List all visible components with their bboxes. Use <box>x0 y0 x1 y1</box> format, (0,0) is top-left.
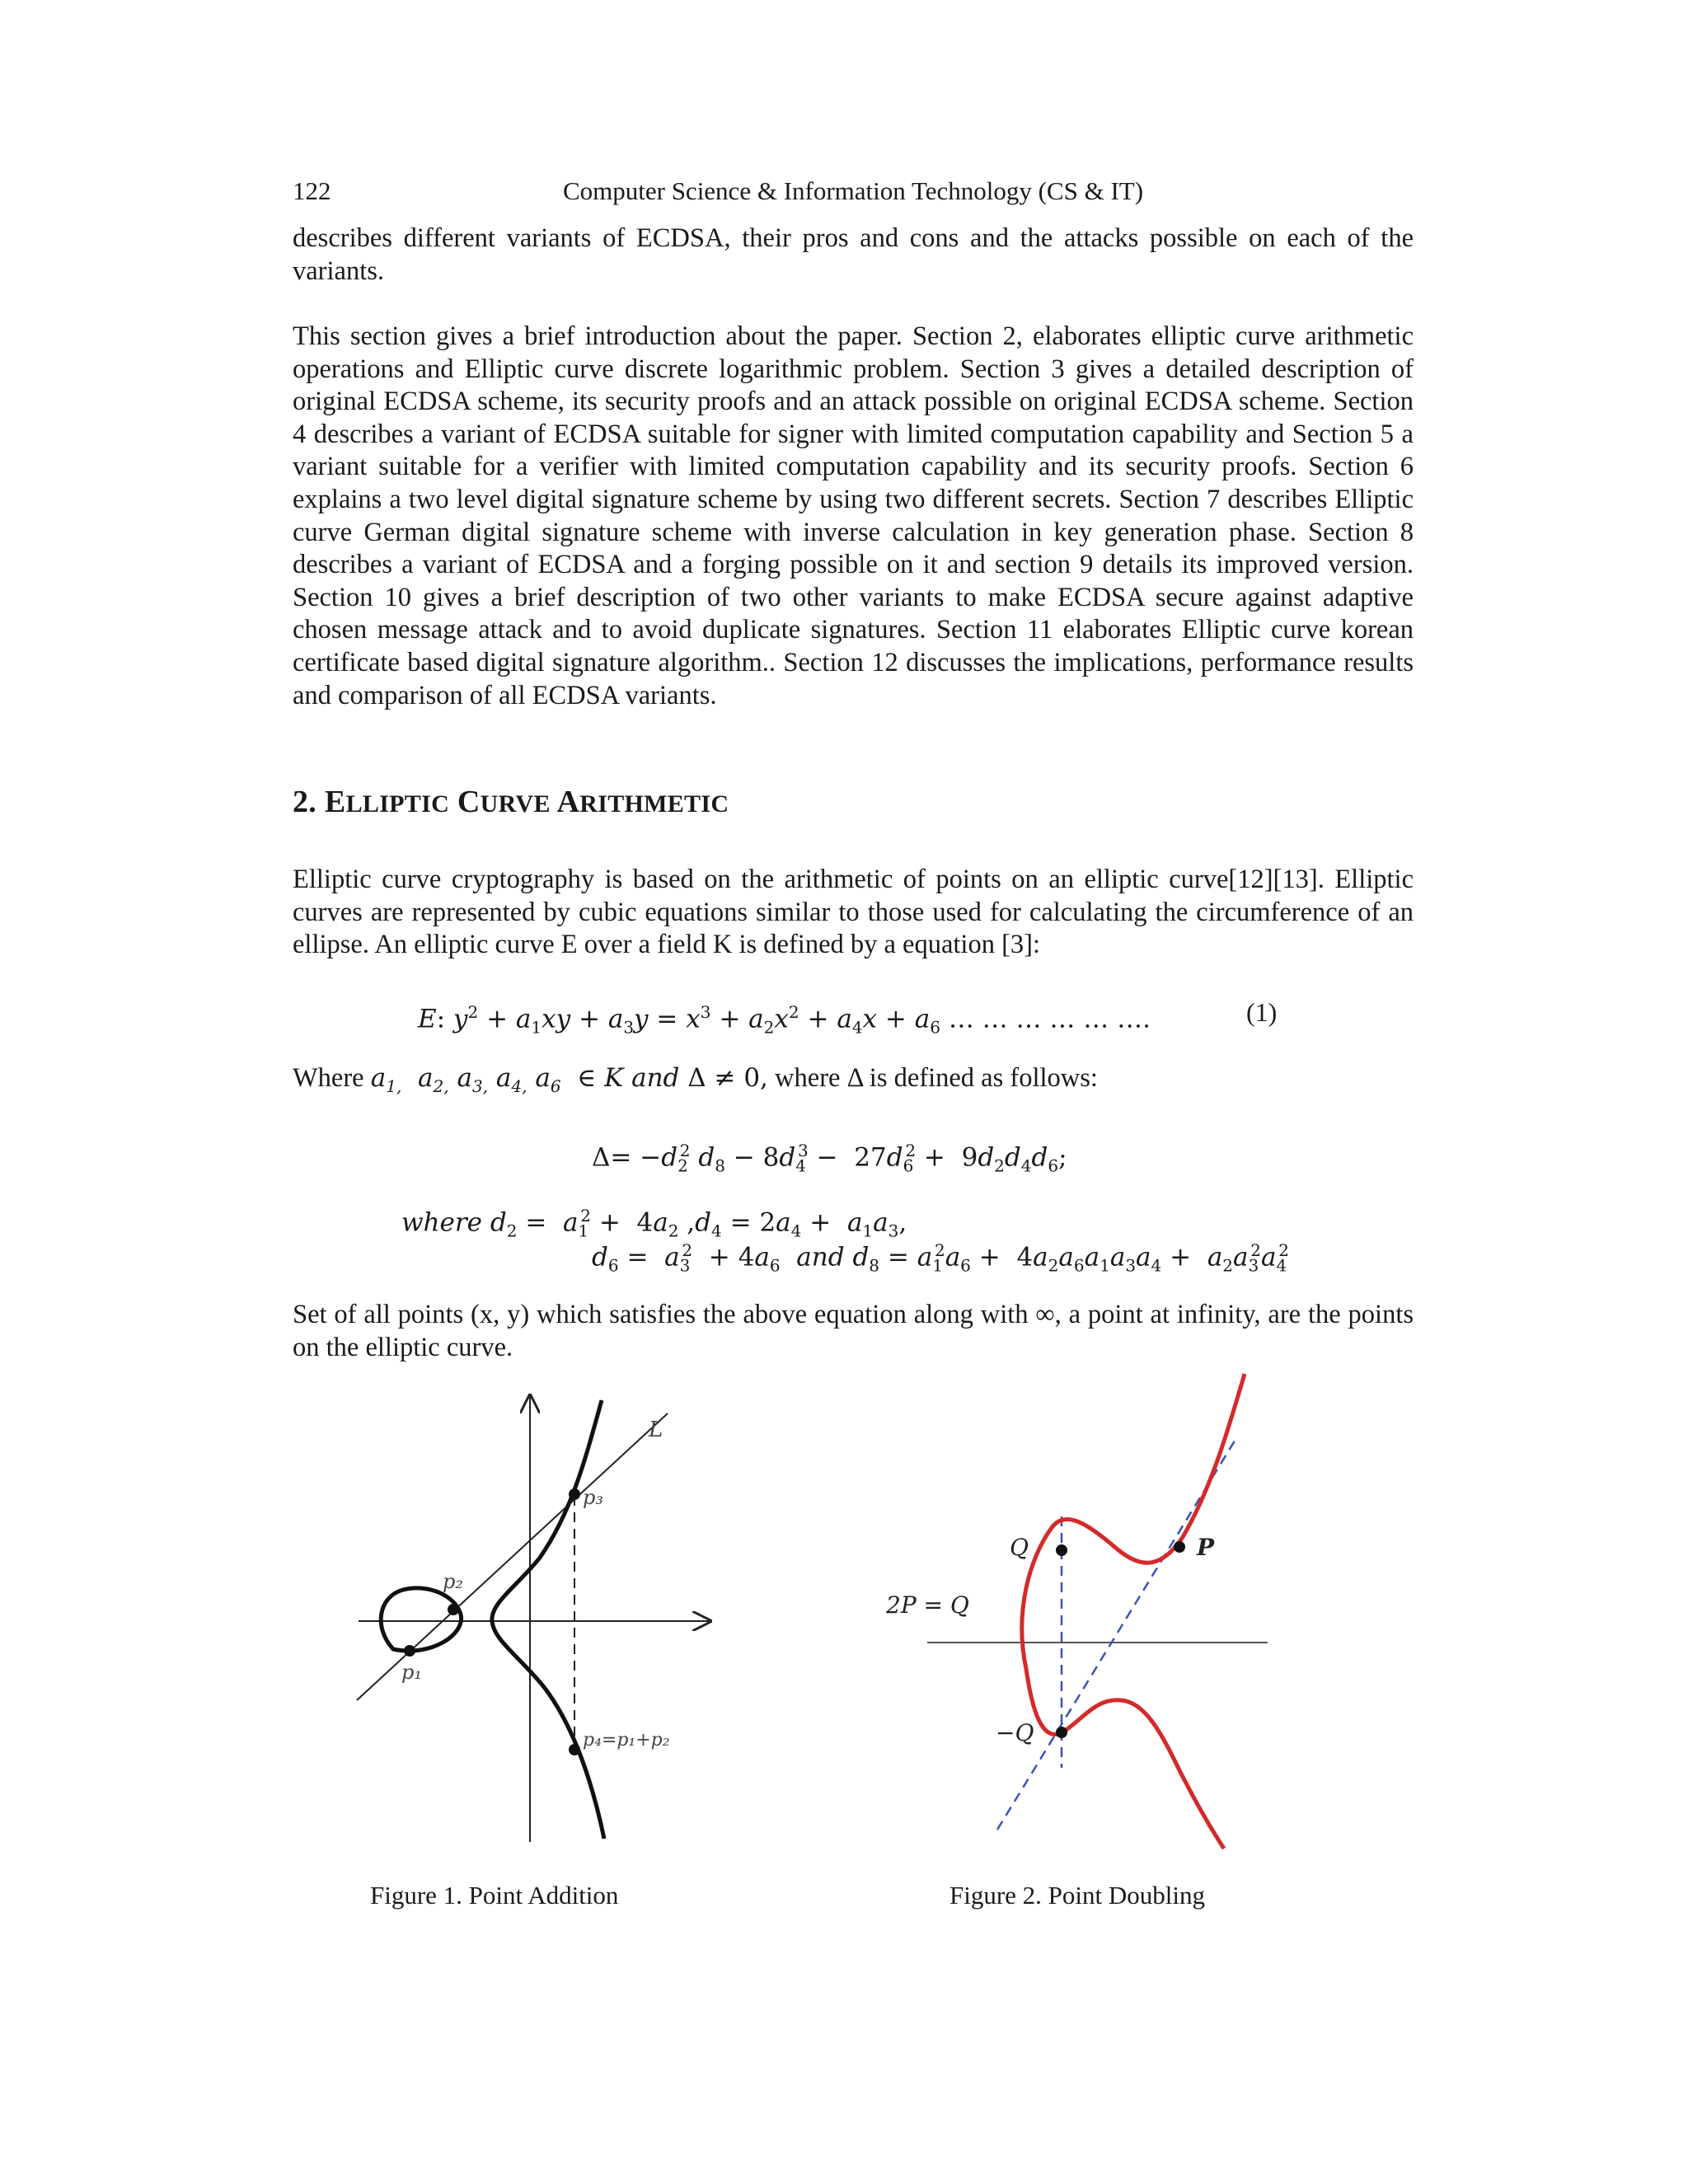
equation-weierstrass: E: $y^2 + a_1xy + a_3y = x^3 + a_2x^2 + a_4x + a_6$ … … … … … …. <box>418 1002 1151 1038</box>
journal-title: Computer Science & Information Technology (CS & IT) <box>562 176 1144 205</box>
point-p3 <box>569 1488 580 1500</box>
secant-line <box>357 1413 668 1700</box>
running-header <box>293 175 1414 208</box>
curve-lower-branch <box>1062 1700 1224 1849</box>
equation-number: (1) <box>1246 997 1278 1027</box>
paragraph-point-set: Set of all points (x, y) which satisfies the above equation along with ∞, a point at infinity, are the points on the elliptic curve. <box>293 1300 1414 1362</box>
label-P: P <box>1197 1534 1215 1561</box>
paragraph-paper-outline: This section gives a brief introduction about the paper. Section 2, elaborates elliptic curve arithmetic operations and Elliptic curve discrete logarithmic problem. Section 3 gives a detailed description of original ECDSA scheme, its security proofs and an attack possible on original ECDSA scheme. Section 4 describes a variant of ECDSA suitable for signer with limited computation capability and Section 5 a variant suitable for a verifier with limited computation capability and its security proofs. Section 6 explains a two level digital signature scheme by using two different secrets. Section 7 describes Elliptic curve German digital signature scheme with inverse calculation in key generation phase. Section 8 describes a variant of ECDSA and a forging possible on it and section 9 details its improved version. Section 10 gives a brief description of two other variants to make ECDSA secure against adaptive chosen message attack and to avoid duplicate signatures. Section 11 elaborates Elliptic curve korean certificate based digital signature algorithm.. Section 12 discusses the implications, performance results and comparison of all ECDSA variants. <box>293 321 1414 710</box>
figure-point-addition <box>350 1389 713 1850</box>
tangent-dashed-line <box>997 1438 1236 1830</box>
section-heading: 2. ELLIPTIC CURVE ARITHMETIC <box>293 785 729 819</box>
point-p2 <box>448 1604 459 1615</box>
figure-point-doubling <box>874 1372 1286 1850</box>
label-2P-eq-Q: 2P = Q <box>886 1591 969 1619</box>
curve-branch <box>492 1400 604 1839</box>
page-number: 122 <box>293 176 331 205</box>
label-p1: p₁ <box>401 1661 422 1684</box>
figure1-caption: Figure 1. Point Addition <box>370 1881 619 1910</box>
label-p4: p₄=p₁+p₂ <box>583 1730 670 1750</box>
equation-d2-d4: where $d_2 = a_1^2 + 4a_2$ $,d_4 = 2a_4 + a_1a_3$, <box>401 1206 907 1241</box>
point-Q <box>1056 1544 1067 1556</box>
coefficient-condition: Where $a_{1,}$ $a_{2,}$ $a_{3,}$ $a_{4,}$ $a_6$ ∈ K and Δ ≠ 0, where Δ is defined as follows: <box>293 1063 1098 1097</box>
equation-discriminant: $\Delta= -d_2^2$ $d_8 - 8d_4^3 - 27d_6^2 + 9d_2d_4d_6$; <box>592 1141 1067 1176</box>
equation-d6-d8: $d_6 = a_3^2 + 4a_6$ and $d_8 = a_1^2a_6 + 4a_2a_6a_1a_3a_4 + a_2a_3^2a_4^2$ <box>592 1240 1289 1276</box>
point-negQ <box>1056 1727 1067 1738</box>
label-negQ: −Q <box>996 1719 1034 1746</box>
paragraph-ecc-intro: Elliptic curve cryptography is based on the arithmetic of points on an elliptic curve[12][13]. Elliptic curves are represented by cubic equations similar to those used for calculating the circumference of an ellipse. An elliptic curve E over a field K is defined by a equation [3]: <box>293 865 1414 960</box>
point-p4 <box>569 1744 580 1755</box>
point-P <box>1174 1541 1185 1553</box>
paragraph-intro-continuation: describes different variants of ECDSA, their pros and cons and the attacks possible on each of the variants. <box>293 223 1414 286</box>
figure2-caption: Figure 2. Point Doubling <box>950 1881 1206 1910</box>
label-Q: Q <box>1010 1534 1029 1561</box>
label-p3: p₃ <box>583 1486 603 1509</box>
point-p1 <box>404 1645 415 1657</box>
label-L: L <box>649 1418 663 1442</box>
label-p2: p₂ <box>443 1570 463 1593</box>
